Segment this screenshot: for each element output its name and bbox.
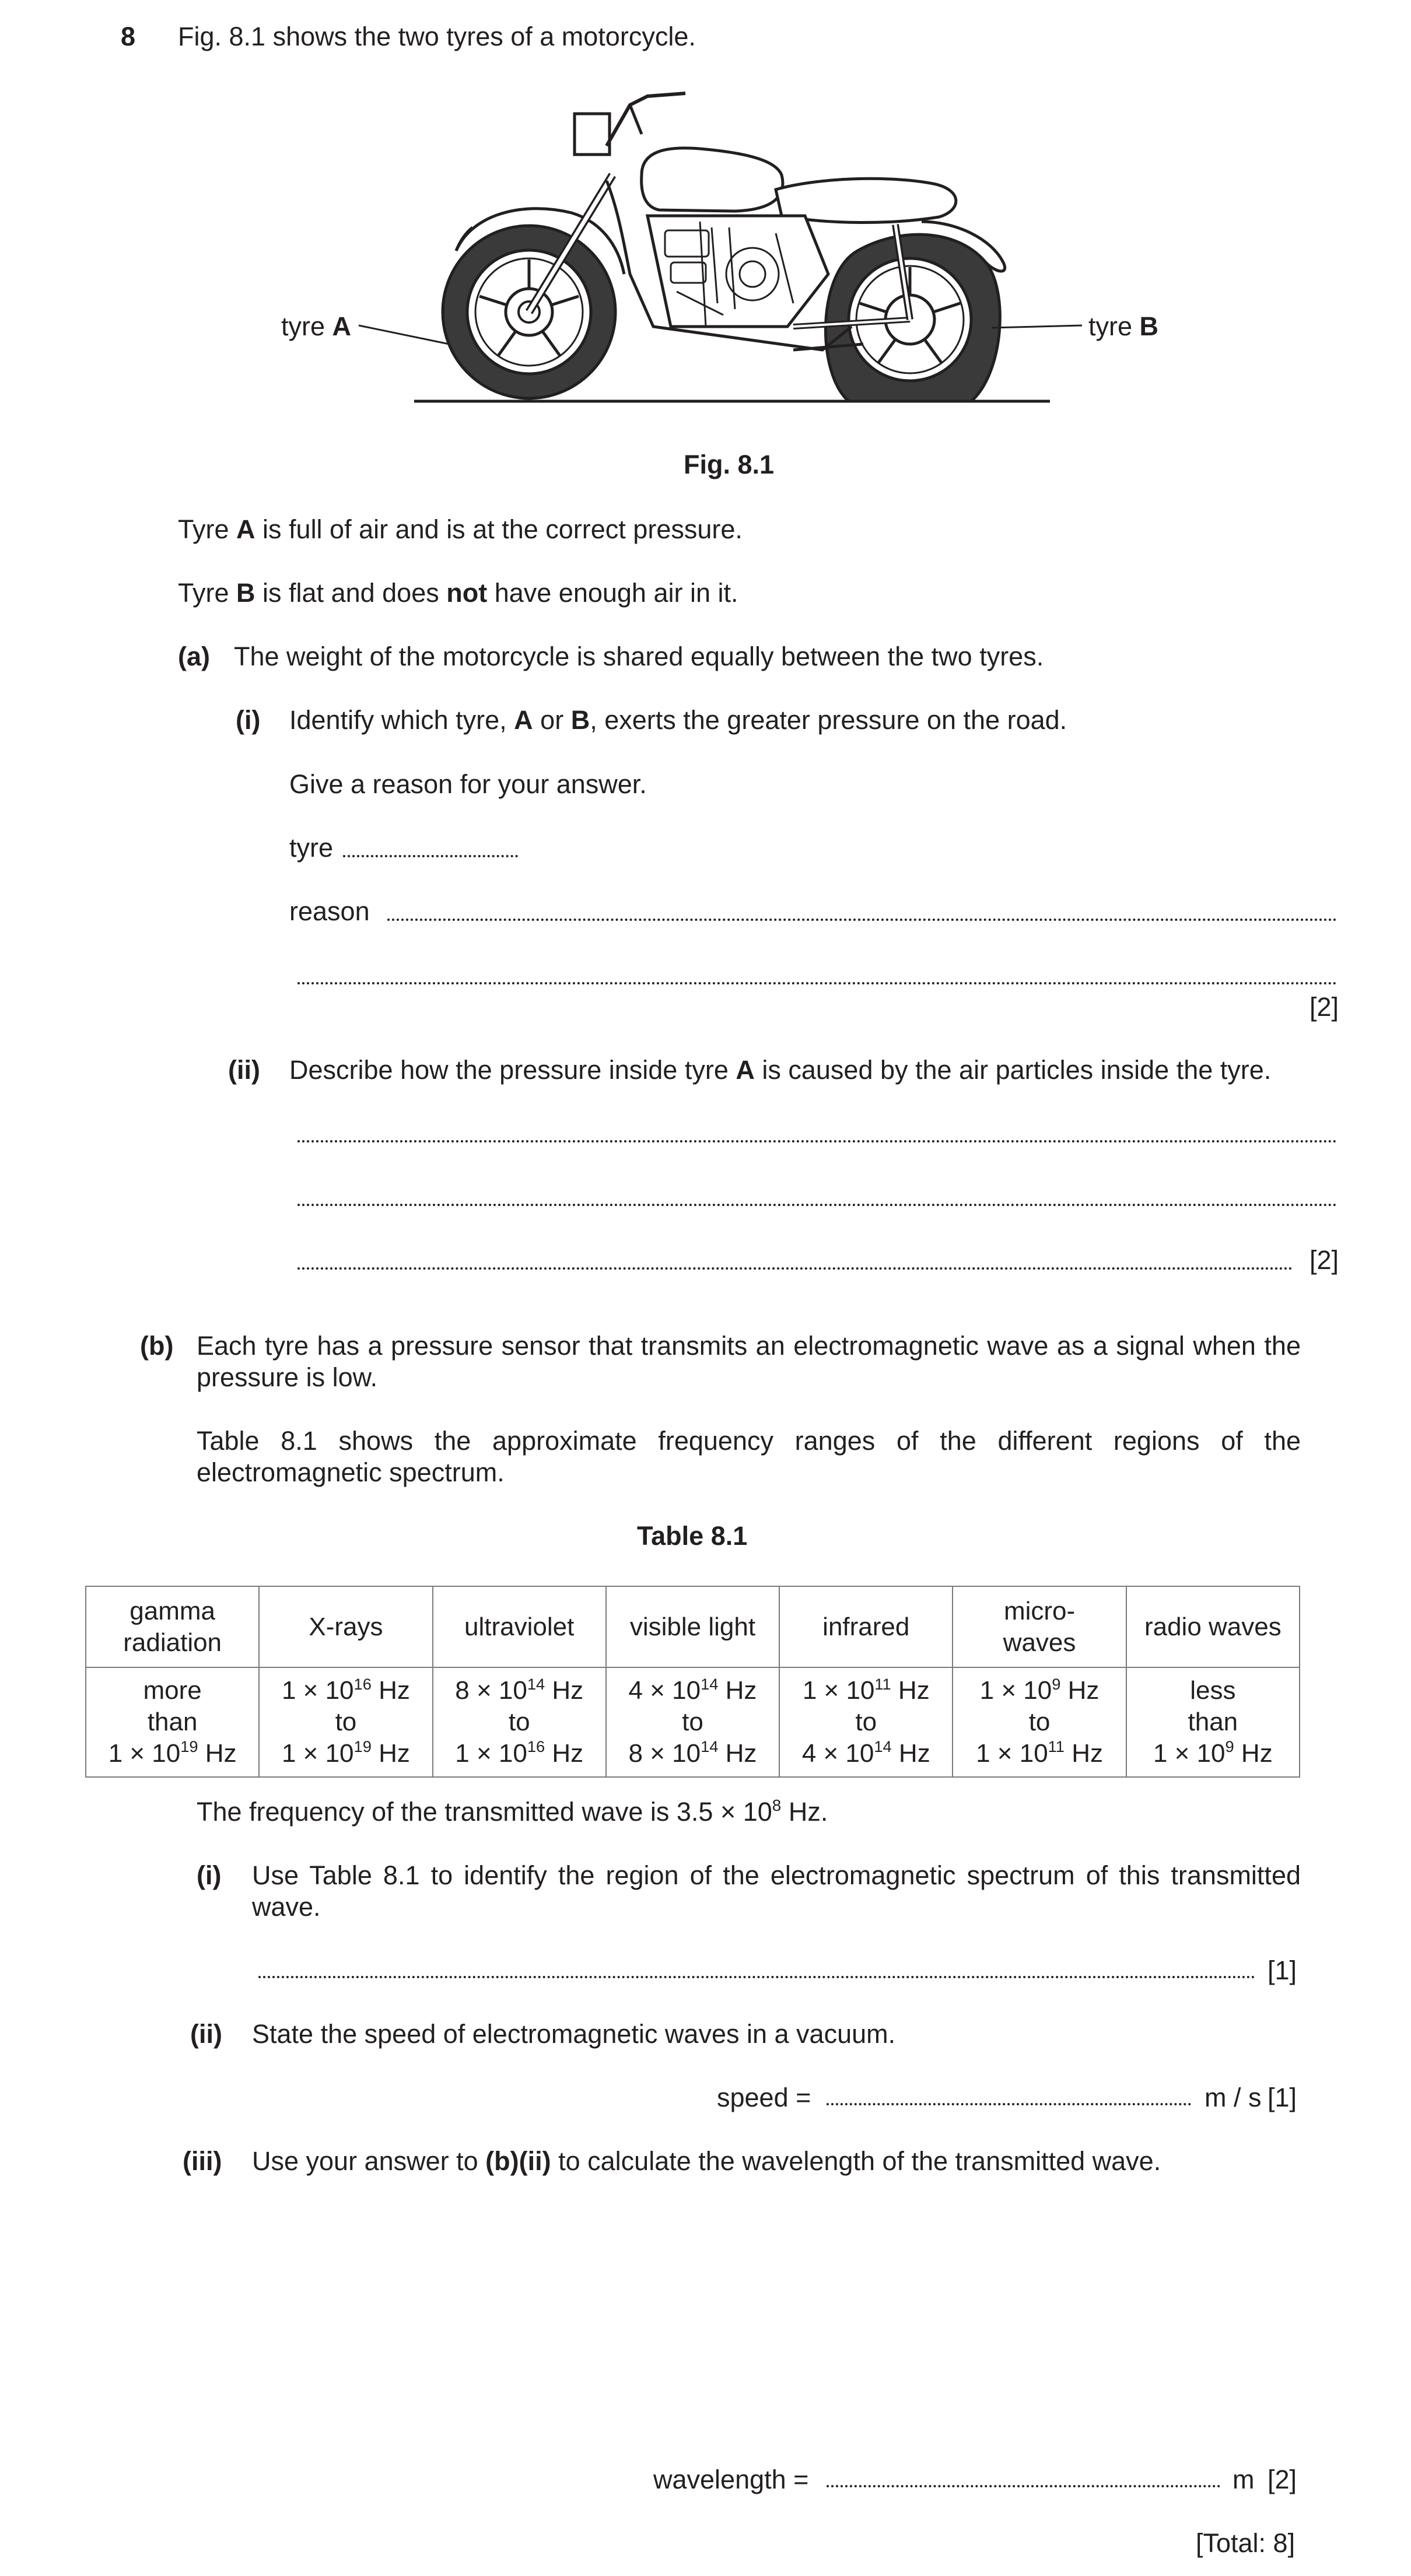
unit: Hz [1234, 1739, 1273, 1768]
unit: Hz [371, 1676, 410, 1705]
range-ir-line3 [782, 1738, 950, 1769]
v: 1 × 10 [1153, 1739, 1226, 1768]
exp: 14 [527, 1674, 545, 1693]
range-visible [606, 1667, 779, 1777]
a-ii-text-bold: A [736, 1055, 755, 1085]
part-a-ii-marks: [2] [1310, 1245, 1339, 1275]
speed-answer-label: speed = [717, 2083, 811, 2112]
part-a-i-marks: [2] [1310, 992, 1339, 1022]
header-xrays: X-rays [259, 1586, 432, 1667]
reason-answer-line-2[interactable] [297, 982, 1337, 984]
range-gamma-line2: than [147, 1708, 198, 1737]
figure-caption: Fig. 8.1 [684, 450, 775, 479]
range-radio [1126, 1667, 1300, 1777]
exp: 14 [701, 1737, 719, 1755]
exp: 14 [701, 1674, 719, 1693]
header-infrared: infrared [779, 1586, 953, 1667]
unit: Hz [371, 1739, 410, 1768]
tyre-b-letter: B [1139, 311, 1159, 341]
range-xrays-line3 [262, 1738, 429, 1769]
exp: 11 [1048, 1737, 1065, 1755]
a-i-text-b: B [570, 705, 590, 735]
wavelength-answer-label: wavelength = [653, 2465, 809, 2494]
range-infrared [779, 1667, 953, 1777]
exp: 11 [874, 1674, 891, 1693]
v: 4 × 10 [628, 1676, 701, 1705]
part-b-i-marks: [1] [1268, 1955, 1297, 1985]
range-xrays-line2: to [335, 1708, 357, 1737]
unit: Hz [545, 1676, 584, 1705]
range-xrays-line1 [262, 1675, 429, 1706]
part-a-i-text [289, 705, 1067, 736]
range-visible-line1 [609, 1675, 776, 1706]
speed-answer-line[interactable] [827, 2103, 1191, 2105]
part-b-i-label: (i) [197, 1860, 222, 1890]
part-a-i-label: (i) [236, 705, 261, 735]
v: 1 × 10 [108, 1739, 181, 1768]
v: 8 × 10 [628, 1739, 701, 1768]
exp: 19 [353, 1737, 372, 1755]
unit: Hz [1064, 1739, 1103, 1768]
exp: 9 [1052, 1674, 1061, 1693]
table-title: Table 8.1 [637, 1521, 748, 1551]
table-intro: Table 8.1 shows the approximate frequency ranges of the different regions of the electromagnetic spectrum. [197, 1426, 1301, 1487]
stem1-pre: Tyre [178, 514, 237, 544]
em-spectrum-table [85, 1586, 1300, 1778]
range-radio-line1: less [1190, 1676, 1236, 1705]
unit: Hz [891, 1676, 930, 1705]
header-microwaves: micro-waves [953, 1586, 1126, 1667]
range-gamma-line3 [89, 1738, 256, 1769]
stem2-pre: Tyre [178, 578, 237, 608]
a-ii-answer-line-3[interactable] [297, 1267, 1293, 1270]
range-ir-line2: to [855, 1708, 877, 1737]
b-iii-text-post: to calculate the wavelength of the transmitted wave. [551, 2146, 1161, 2176]
a-i-text-a: A [514, 705, 533, 735]
unit: Hz [718, 1676, 757, 1705]
v: 1 × 10 [281, 1676, 354, 1705]
range-visible-line3 [609, 1738, 776, 1769]
v: 1 × 10 [455, 1739, 527, 1768]
a-i-text-or: or [533, 705, 571, 735]
table-range-row [86, 1667, 1300, 1777]
range-mw-line1 [955, 1675, 1123, 1706]
exp: 16 [353, 1674, 372, 1693]
question-number: 8 [121, 22, 136, 51]
part-b-iii-marks: [2] [1268, 2465, 1297, 2494]
range-mw-line3 [955, 1738, 1123, 1769]
stem2-bold2: not [446, 578, 488, 608]
part-b-i-text: Use Table 8.1 to identify the region of the electromagnetic spectrum of this transmitted wave. [252, 1860, 1301, 1922]
stem-tyre-b [178, 577, 738, 609]
question-intro: Fig. 8.1 shows the two tyres of a motorcycle. [178, 22, 696, 51]
freq-exp: 8 [772, 1796, 782, 1814]
range-radio-line2: than [1188, 1708, 1238, 1737]
wavelength-answer-line[interactable] [827, 2485, 1220, 2487]
exp: 14 [874, 1737, 892, 1755]
part-b-ii-label: (ii) [190, 2019, 222, 2049]
unit: Hz [198, 1739, 237, 1768]
a-ii-text-pre: Describe how the pressure inside tyre [289, 1055, 736, 1085]
part-a-ii-text [289, 1054, 1271, 1086]
part-b-ii-text: State the speed of electromagnetic waves in a vacuum. [252, 2019, 896, 2049]
header-radio: radio waves [1126, 1586, 1300, 1667]
b-iii-text-pre: Use your answer to [252, 2146, 486, 2176]
exp: 16 [527, 1737, 545, 1755]
freq-pre: The frequency of the transmitted wave is 3.5 × 10 [197, 1797, 772, 1827]
unit: Hz [545, 1739, 584, 1768]
range-uv-line3 [436, 1738, 603, 1769]
part-b-iii-label: (iii) [183, 2146, 222, 2176]
range-gamma-line1: more [143, 1676, 202, 1705]
exp: 19 [180, 1737, 198, 1755]
tyre-a-label-word: tyre [281, 311, 332, 341]
b-i-answer-line[interactable] [258, 1976, 1255, 1978]
reason-answer-label: reason [289, 896, 370, 926]
tyre-b-label-word: tyre [1088, 311, 1140, 341]
freq-post: Hz. [781, 1797, 828, 1827]
range-microwaves [953, 1667, 1126, 1777]
wavelength-unit: m [1233, 2465, 1255, 2494]
part-a-i-reason-prompt: Give a reason for your answer. [289, 769, 647, 799]
tyre-a-label [281, 311, 351, 342]
part-b-ii-marks: [1] [1268, 2083, 1297, 2112]
part-b-text: Each tyre has a pressure sensor that transmits an electromagnetic wave as a signal when the pressure is low. [197, 1331, 1301, 1392]
leader-line-a [359, 325, 449, 344]
unit: Hz [891, 1739, 930, 1768]
b-iii-text-bold: (b)(ii) [485, 2146, 551, 2176]
range-visible-line2: to [682, 1708, 703, 1737]
header-visible: visible light [606, 1586, 779, 1667]
v: 8 × 10 [455, 1676, 527, 1705]
tyre-answer-line[interactable] [343, 855, 518, 857]
v: 4 × 10 [801, 1739, 874, 1768]
a-i-text-pre: Identify which tyre, [289, 705, 514, 735]
part-b-iii-text [252, 2146, 1161, 2177]
stem2-mid: is flat and does [255, 578, 447, 608]
table-header-row [86, 1586, 1300, 1667]
range-uv-line1 [436, 1675, 603, 1706]
motorcycle-figure [0, 0, 1411, 467]
total-marks: [Total: 8] [1196, 2528, 1296, 2558]
stem1-bold: A [236, 514, 255, 544]
range-radio-line3 [1129, 1738, 1297, 1769]
stem-tyre-a [178, 514, 743, 545]
a-ii-answer-line-1[interactable] [297, 1140, 1337, 1142]
header-ultraviolet: ultraviolet [433, 1586, 606, 1667]
leader-line-b [992, 325, 1082, 328]
tyre-answer-label: tyre [289, 833, 334, 863]
v: 1 × 10 [979, 1676, 1052, 1705]
exp: 9 [1225, 1737, 1234, 1755]
header-gamma: gamma radiation [86, 1586, 259, 1667]
speed-unit: m / s [1205, 2083, 1262, 2112]
stem1-post: is full of air and is at the correct pressure. [255, 514, 743, 544]
part-a-ii-label: (ii) [228, 1055, 260, 1085]
range-gamma [86, 1667, 259, 1777]
range-mw-line2: to [1028, 1708, 1051, 1737]
part-a-text: The weight of the motorcycle is shared equally between the two tyres. [234, 642, 1044, 671]
a-ii-answer-line-2[interactable] [297, 1204, 1337, 1206]
stem2-post: have enough air in it. [487, 578, 738, 608]
part-b-label: (b) [140, 1331, 174, 1361]
tyre-a-letter: A [332, 311, 352, 341]
unit: Hz [718, 1739, 757, 1768]
unit: Hz [1060, 1676, 1100, 1705]
range-ir-line1 [782, 1675, 950, 1706]
v: 1 × 10 [802, 1676, 875, 1705]
range-xrays [259, 1667, 432, 1777]
part-a-label: (a) [178, 642, 210, 671]
range-ultraviolet [433, 1667, 606, 1777]
tyre-b-label [1088, 311, 1158, 342]
v: 1 × 10 [976, 1739, 1048, 1768]
reason-answer-line-1[interactable] [387, 919, 1337, 921]
a-ii-text-post: is caused by the air particles inside the tyre. [754, 1055, 1272, 1085]
stem2-bold1: B [236, 578, 255, 608]
v: 1 × 10 [281, 1739, 354, 1768]
frequency-statement [197, 1796, 828, 1828]
a-i-text-post: , exerts the greater pressure on the road. [590, 705, 1067, 735]
range-uv-line2: to [508, 1708, 530, 1737]
